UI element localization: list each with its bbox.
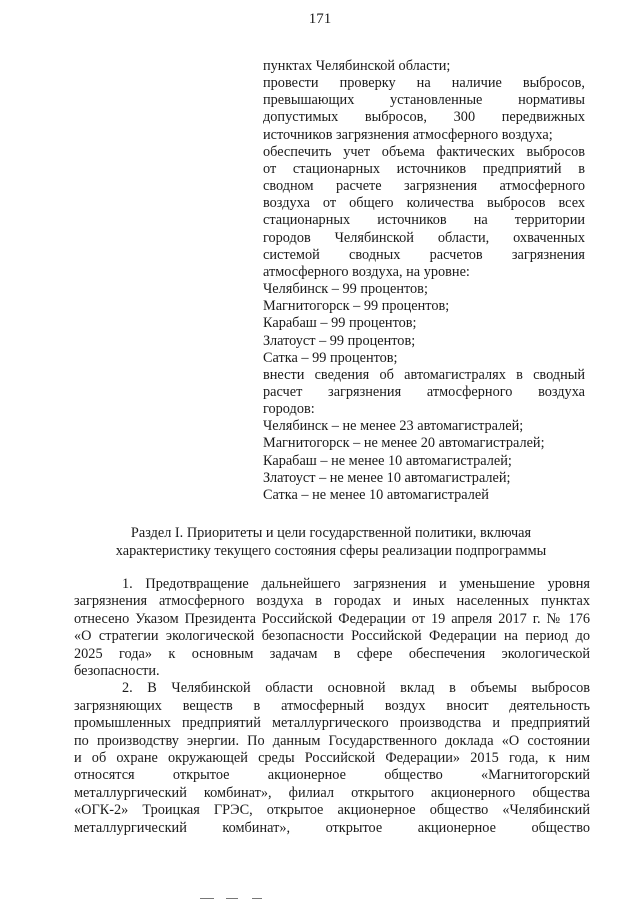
page-number: 171 (308, 11, 332, 27)
body-line: загрязняющих веществ в атмосферный воздух вносит деятельность (74, 697, 590, 714)
body-line: металлургический комбинат», открытое акционерное общество (74, 819, 590, 836)
body-line: относятся открытое акционерное общество «Магнитогорский (74, 767, 590, 784)
body-line: и об охране окружающей среды Российской Федерации» 2015 года, к ним (74, 750, 590, 767)
column-line: расчет загрязнения атмосферного воздуха (263, 383, 585, 400)
measures-column (263, 58, 585, 504)
column-line: Магнитогорск – 99 процентов; (263, 298, 450, 315)
column-line: городов Челябинской области, охваченных (263, 229, 585, 246)
section-title-line: Раздел I. Приоритеты и цели государственной политики, включая (130, 525, 532, 541)
column-line: Магнитогорск – не менее 20 автомагистралей; (263, 435, 545, 452)
column-line: превышающих установленные нормативы (263, 92, 585, 109)
column-line: сводном расчете загрязнения атмосферного (263, 178, 585, 195)
column-line: Карабаш – не менее 10 автомагистралей; (263, 452, 512, 469)
column-line: воздуха от общего количества выбросов всех (263, 195, 585, 212)
body-line: 1. Предотвращение дальнейшего загрязнения и уменьшение уровня (122, 576, 590, 592)
body-line: загрязнения атмосферного воздуха в городах и иных населенных пунктах (74, 593, 590, 610)
column-line: источников загрязнения атмосферного воздуха; (263, 126, 553, 143)
column-line: системой сводных расчетов загрязнения (263, 246, 585, 263)
body-line: отнесено Указом Президента Российской Федерации от 19 апреля 2017 г. № 176 (74, 610, 590, 627)
section-title (72, 525, 590, 560)
column-line: допустимых выбросов, 300 передвижных (263, 109, 585, 126)
body-line: «О стратегии экологической безопасности Российской Федерации на период до (74, 628, 590, 645)
column-line: Сатка – 99 процентов; (263, 349, 398, 366)
body-line: «ОГК-2» Троицкая ГРЭС, открытое акционерное общество «Челябинский (74, 802, 590, 819)
column-line: обеспечить учет объема фактических выбросов (263, 143, 585, 160)
body-line: 2. В Челябинской области основной вклад в объемы выбросов (122, 680, 590, 697)
column-line: от стационарных источников предприятий в (263, 160, 585, 177)
column-line: Златоуст – 99 процентов; (263, 332, 416, 349)
body-line: 2025 года» к основным задачам в сфере обеспечения экологической (74, 645, 590, 662)
column-line: атмосферного воздуха, на уровне: (263, 263, 470, 280)
body-line: металлургический комбинат», филиал открытого акционерного общества (74, 784, 590, 801)
body-line: по производству энергии. По данным Государственного доклада «О состоянии (74, 732, 590, 749)
body-text (74, 576, 590, 837)
body-line: безопасности. (74, 663, 160, 680)
column-line: пунктах Челябинской области; (263, 58, 451, 74)
scan-artifact-marks (200, 898, 440, 900)
column-line: Челябинск – 99 процентов; (263, 281, 428, 298)
column-line: Сатка – не менее 10 автомагистралей (263, 486, 489, 503)
section-title-line: характеристику текущего состояния сферы реализации подпрограммы (115, 542, 547, 559)
body-line: промышленных предприятий металлургического производства и предприятий (74, 715, 590, 732)
column-line: Карабаш – 99 процентов; (263, 315, 417, 332)
column-line: городов: (263, 401, 315, 418)
column-line: стационарных источников на территории (263, 212, 585, 229)
column-line: Златоуст – не менее 10 автомагистралей; (263, 469, 511, 486)
column-line: Челябинск – не менее 23 автомагистралей; (263, 418, 524, 435)
column-line: внести сведения об автомагистралях в сводный (263, 366, 585, 383)
column-line: провести проверку на наличие выбросов, (263, 75, 585, 92)
